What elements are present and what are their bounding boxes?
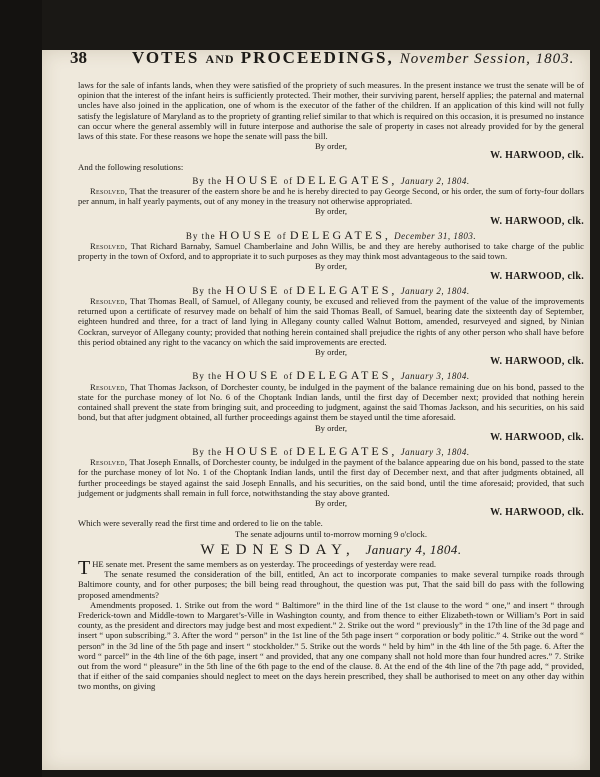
- by-order: By order,: [314, 422, 348, 433]
- heading-date: January 3, 1804.: [400, 446, 470, 457]
- resolution: Resolved, That Thomas Jackson, of Dorchester county, be indulged in the payment of the balance remaining due on his bond, passed to the state for the purchase money of lot No. 6 of the Choptank Indian lands, until the first day of December next; provided that nothing herein contained shall prevent the state from bringing suit, and proceeding to judgment, against the said Thomas Jackson, and his securities, on his said bond, but that after judgment obtained, all further proceedings against them be stayed until the time aforesaid.: [78, 381, 585, 423]
- signature: W. HARWOOD, clk.: [490, 431, 584, 443]
- house-heading: By the HOUSE of DELEGATES, January 2, 1804.: [192, 172, 470, 187]
- heading-date: January 3, 1804.: [400, 371, 470, 382]
- signature: [78, 151, 584, 161]
- by-order: By order,: [314, 141, 348, 152]
- by-order: By order,: [314, 206, 348, 217]
- day-date: January 4, 1804.: [365, 541, 462, 557]
- resolution: Resolved, That Thomas Beall, of Samuel, of Allegany county, be excused and relieved from the payment of the value of the improvements returned upon a certificate of resurvey made on behalf of him the said Thomas Beall, of Samuel, bearing date the sixteenth day of September, eighteen hundred and three, for a tract of land lying in Allegany county called Walnut Bottom, amended, resurveyed and signed, by Ninian Cockran, surveyor of Allegany county; provided that nothing herein contained shall prejudice the rights of any other person who shall have before this period obtained any right to the vacancy on which the said improvements are erected.: [78, 296, 584, 347]
- by-order: By order,: [314, 261, 348, 272]
- scan-edge: [0, 0, 42, 777]
- resolution: Resolved, That Joseph Ennalls, of Dorchester county, be indulged in the payment of the balance appearing due on his bond, passed to the state for the purchase money of lot No. 1 of the Choptank Indian lands, until the first day of December next, and that after judgments obtained, all further proceedings be stayed against the said Joseph Ennalls, and his securities, on the said bond, until the time aforesaid; provided, that such judgement or judgments shall remain in full force, notwithstanding the stay above granted.: [78, 457, 584, 498]
- resolution: Resolved, That Richard Barnaby, Samuel Chamberlaine and John Willis, be and they are hereby authorised to take charge of the public property in the town of Oxford, and to appropriate it to such purposes as they may think most advantageous to the said town.: [78, 241, 584, 262]
- running-title-proceedings: PROCEEDINGS,: [240, 50, 394, 67]
- amendments-paragraph: Amendments proposed. 1. Strike out from the word “ Baltimore” in the third line of the 1st clause to the word “ one,” and insert “ through Frederick-town and Middle-town to Margaret’s-Ville in Washington county, and from thence to either Elizabeth-town or William’s Port in said county, as the president and directors may judge best and most expedient.” 2. Strike out the word “ previously” in the 17th line of the 3d page and insert “ upon subscribing.” 3. After the word “ person” in the 1st line of the 5th page insert “ corporation or body politic.” 4. Strike out the word “ person” in the 3d line of the 5th page and insert “ stockholder.” 5. Strike out the words “ held by him” in the 4th line of the 5th page. 6. After the word “ parcel” in the 4th line of the 6th page, insert “ and provided, that any one company shall not hold more than four hundred acres.” 7. Strike out from the word “ pleasure” in the 5th line of the 6th page to the end of the clause. 8. At the end of the 4th line of the 7th page add, “ provided, that if either of the said companies should neglect to meet on the days herein prescribed, they shall be authorised to meet on any other day within two months, on giving: [78, 599, 584, 692]
- report-paragraph: laws for the sale of infants lands, when they were satisfied of the propriety of such measures. In the present instance we trust the senate will be of opinion that the interest of the infant heirs is sufficiently protected. Their mother, their surviving parent, herself applies; the paternal and maternal uncles have also joined in the application, one of whom is the executor of the father of the children. If an application of this kind will not fully satisfy the legislature of Maryland as to the propriety of granting relief similar to that which is required on this occasion, it is presumed no instance can occur where the general assembly will in future interpose and authorise the sale of property in cases not already provided for by the general laws of this state. For these reasons we hope the senate will pass the bill.: [78, 80, 584, 142]
- read-note: Which were severally read the first time and ordered to lie on the table.: [78, 518, 323, 529]
- heading-date: January 2, 1804.: [400, 175, 470, 186]
- drop-cap: T: [78, 556, 91, 579]
- house-heading: By the HOUSE of DELEGATES, January 3, 1804.: [192, 368, 470, 383]
- day-heading: [78, 541, 584, 558]
- heading-date: December 31, 1803.: [394, 230, 477, 241]
- document-body: [78, 80, 584, 692]
- session-label: November Session, 1803.: [399, 51, 575, 67]
- following-resolutions: And the following resolutions:: [78, 161, 184, 172]
- by-order: By order,: [314, 497, 348, 508]
- heading-date: January 2, 1804.: [400, 285, 470, 296]
- house-heading: By the HOUSE of DELEGATES, January 2, 1804.: [192, 282, 470, 297]
- running-title-votes: VOTES: [132, 50, 200, 67]
- day-name: WEDNESDAY,: [200, 541, 356, 558]
- signature: W. HARWOOD, clk.: [490, 215, 584, 227]
- wednesday-opening: THE senate met. Present the same members as on yesterday. The proceedings of yesterday were read.: [78, 556, 437, 579]
- signature-clerk: clk.: [567, 150, 584, 162]
- resolution: Resolved, That the treasurer of the eastern shore be and he is hereby directed to pay George Second, or his order, the sum of forty-four dollars per annum, in half yearly payments, out of any money in the treasury not otherwise appropriated.: [78, 186, 584, 207]
- running-title-and: AND: [205, 52, 235, 66]
- signature: W. HARWOOD, clk.: [490, 270, 584, 282]
- signature-name: W. HARWOOD,: [490, 150, 565, 162]
- signature: W. HARWOOD, clk.: [490, 356, 584, 368]
- document-page: [42, 50, 590, 770]
- signature: W. HARWOOD, clk.: [490, 507, 584, 519]
- adjourn-note: The senate adjourns until to-morrow morning 9 o'clock.: [235, 528, 427, 539]
- house-heading: By the HOUSE of DELEGATES, January 3, 1804.: [192, 443, 470, 458]
- house-heading: By the HOUSE of DELEGATES, December 31, 1803.: [185, 227, 477, 242]
- page-header: [70, 50, 584, 78]
- turnpike-bill-paragraph: The senate resumed the consideration of the bill, entitled, An act to incorporate companies to make several turnpike roads through Baltimore county, and for other purposes; the bill being read throughout, the question was put, That the said bill do pass with the following proposed amendments?: [78, 569, 584, 600]
- page-number: 38: [70, 50, 87, 67]
- by-order: By order,: [314, 347, 348, 358]
- running-title: [132, 50, 394, 68]
